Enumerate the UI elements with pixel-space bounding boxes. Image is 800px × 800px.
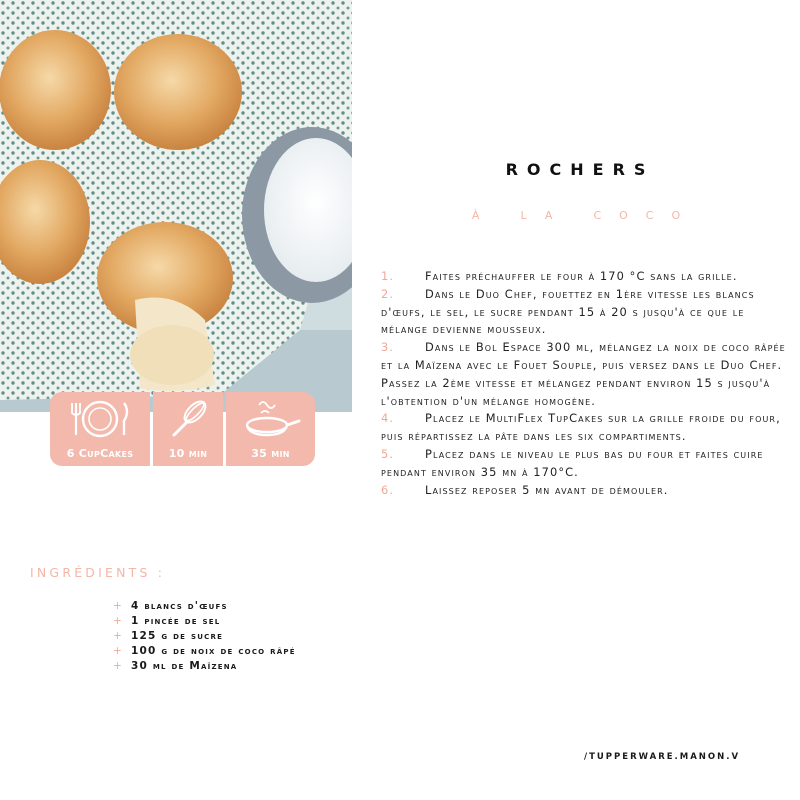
plus-icon: + (113, 600, 123, 612)
ingredients-heading: INGRÉDIENTS : (30, 565, 166, 580)
step-item (381, 268, 786, 286)
plus-icon: + (113, 630, 123, 642)
ingredient-text: 100 g de noix de coco râpé (131, 645, 296, 657)
step-text: Laissez reposer 5 mn avant de démouler. (425, 482, 669, 497)
recipe-subtitle: à la coco (471, 204, 699, 223)
ingredient-item (113, 644, 296, 659)
ingredient-text: 4 blancs d'œufs (131, 600, 228, 612)
whisk-icon (166, 397, 210, 445)
ingredient-item (113, 659, 296, 674)
step-text: Faites préchauffer le four à 170 °C sans la grille. (425, 269, 738, 283)
author-signature: /TUPPERWARE.MANON.V (584, 752, 741, 762)
step-text: Placez le MultiFlex TupCakes sur la grille froide du four, puis répartissez la pâte dans les six compartiments. (381, 411, 781, 444)
plus-icon: + (113, 615, 123, 627)
step-item (381, 339, 786, 410)
cook-time-label: 35 min (251, 447, 290, 460)
recipe-title: ROCHERS (505, 160, 655, 179)
prep-time-cell (153, 392, 223, 466)
step-text: Placez dans le niveau le plus bas du four et faites cuire pendant environ 35 mn à 170°C. (381, 446, 764, 479)
plate-cutlery-icon (68, 397, 132, 445)
frying-pan-icon (241, 397, 301, 445)
ingredient-item (113, 629, 296, 644)
recipe-steps (381, 268, 786, 499)
ingredient-text: 30 ml de Maïzena (131, 660, 238, 672)
step-text: Dans le Bol Espace 300 ml, mélangez la noix de coco râpée et la Maïzena avec le Fouet Souple, puis versez dans le Duo Chef. Passez la 2ème vitesse et mélangez pendant environ 15 s jusqu'à l'obtention d'un mélange homogène. (381, 340, 786, 408)
step-item (381, 410, 786, 446)
step-number: 4. (381, 411, 395, 426)
cook-time-cell (226, 392, 315, 466)
step-text: Dans le Duo Chef, fouettez en 1ère vitesse les blancs d'œufs, le sel, le sucre pendant 15 à 20 s jusqu'à ce que le mélange devienne mousseux. (381, 286, 755, 337)
ingredient-text: 125 g de sucre (131, 630, 224, 642)
ingredient-item (113, 599, 296, 614)
ingredients-list (113, 599, 296, 674)
portions-cell (50, 392, 150, 466)
prep-time-label: 10 min (168, 447, 208, 460)
step-number: 2. (381, 286, 395, 301)
ingredient-text: 1 pincée de sel (131, 615, 221, 627)
recipe-photo (0, 0, 352, 412)
step-number: 1. (381, 269, 395, 283)
step-number: 3. (381, 340, 395, 355)
ingredient-item (113, 614, 296, 629)
step-number: 6. (381, 482, 395, 497)
step-item (381, 482, 786, 500)
step-number: 5. (381, 446, 395, 461)
plus-icon: + (113, 645, 123, 657)
step-item (381, 446, 786, 482)
plus-icon: + (113, 660, 123, 672)
portions-label: 6 CupCakes (66, 447, 134, 460)
step-item (381, 286, 786, 339)
recipe-info-badge (50, 392, 315, 466)
